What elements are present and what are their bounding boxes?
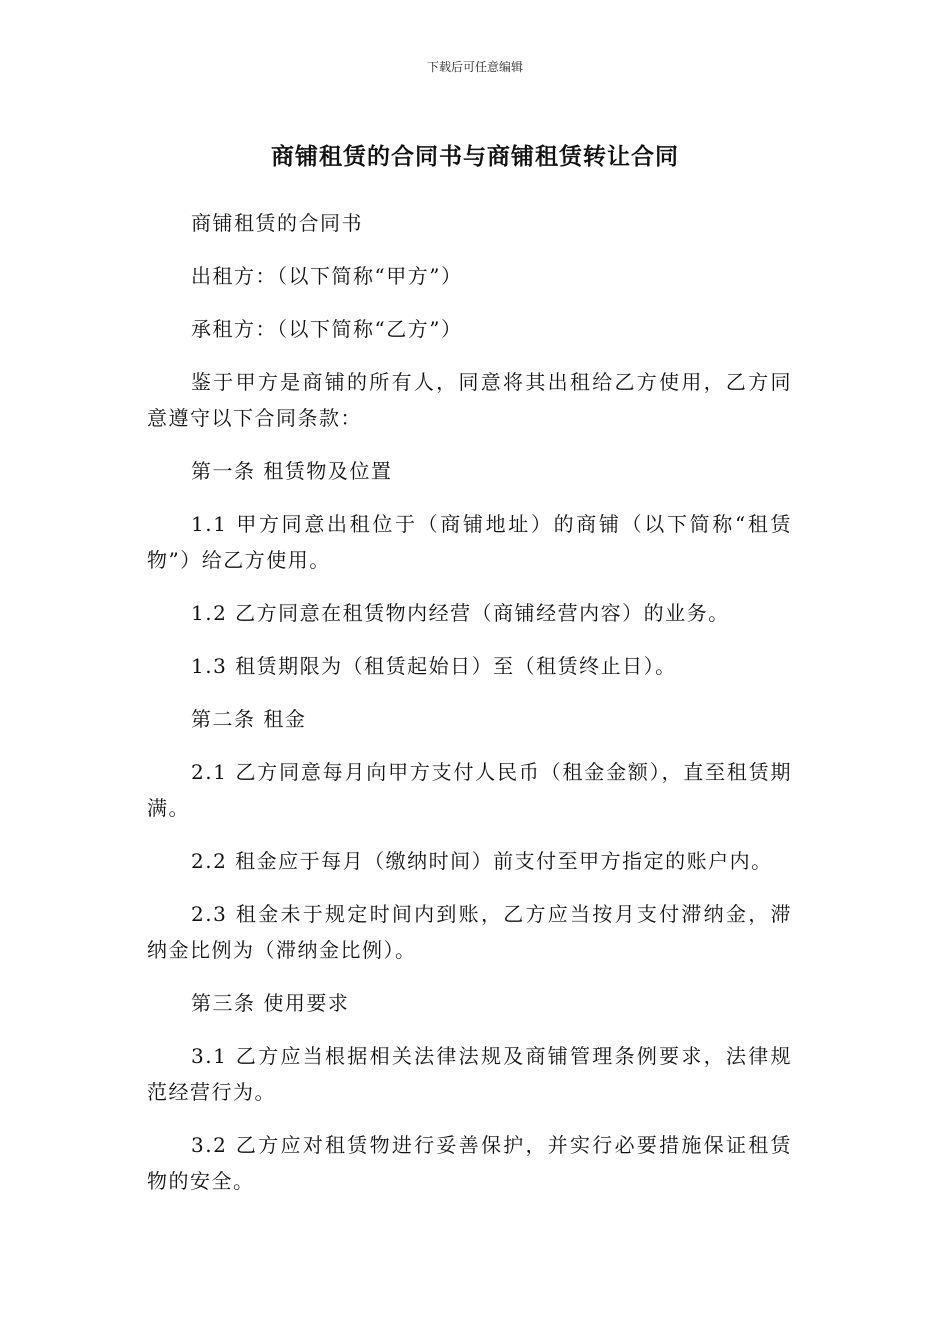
paragraph-lessee: 承租方：（以下简称“乙方”）	[191, 317, 463, 341]
header-note: 下载后可任意编辑	[426, 60, 523, 74]
clause-2-2: 2.2 租金应于每月（缴纳时间）前支付至甲方指定的账户内。	[191, 849, 773, 873]
document-title: 商铺租赁的合同书与商铺租赁转让合同	[271, 144, 679, 170]
section-heading-3: 第三条 使用要求	[191, 991, 350, 1015]
clause-1-2: 1.2 乙方同意在租赁物内经营（商铺经营内容）的业务。	[191, 601, 730, 625]
paragraph-lessor: 出租方：（以下简称“甲方”）	[191, 264, 463, 288]
clause-1-3: 1.3 租赁期限为（租赁起始日）至（租赁终止日）。	[191, 654, 677, 678]
paragraph-subtitle: 商铺租赁的合同书	[191, 211, 363, 235]
clause-3-2: 3.2 乙方应对租赁物进行妥善保护，并实行必要措施保证租赁物的安全。	[147, 1133, 792, 1193]
clause-2-1: 2.1 乙方同意每月向甲方支付人民币（租金金额），直至租赁期满。	[147, 760, 792, 820]
section-heading-2: 第二条 租金	[191, 707, 307, 731]
paragraph-preamble: 鉴于甲方是商铺的所有人，同意将其出租给乙方使用，乙方同意遵守以下合同条款：	[147, 370, 792, 430]
section-heading-1: 第一条 租赁物及位置	[191, 459, 393, 483]
clause-2-3: 2.3 租金未于规定时间内到账，乙方应当按月支付滞纳金，滞纳金比例为（滞纳金比例）。	[147, 902, 792, 962]
document-body	[147, 205, 792, 1216]
clause-3-1: 3.1 乙方应当根据相关法律法规及商铺管理条例要求，法律规范经营行为。	[147, 1044, 792, 1104]
clause-1-1: 1.1 甲方同意出租位于（商铺地址）的商铺（以下简称“租赁物”）给乙方使用。	[147, 512, 792, 572]
